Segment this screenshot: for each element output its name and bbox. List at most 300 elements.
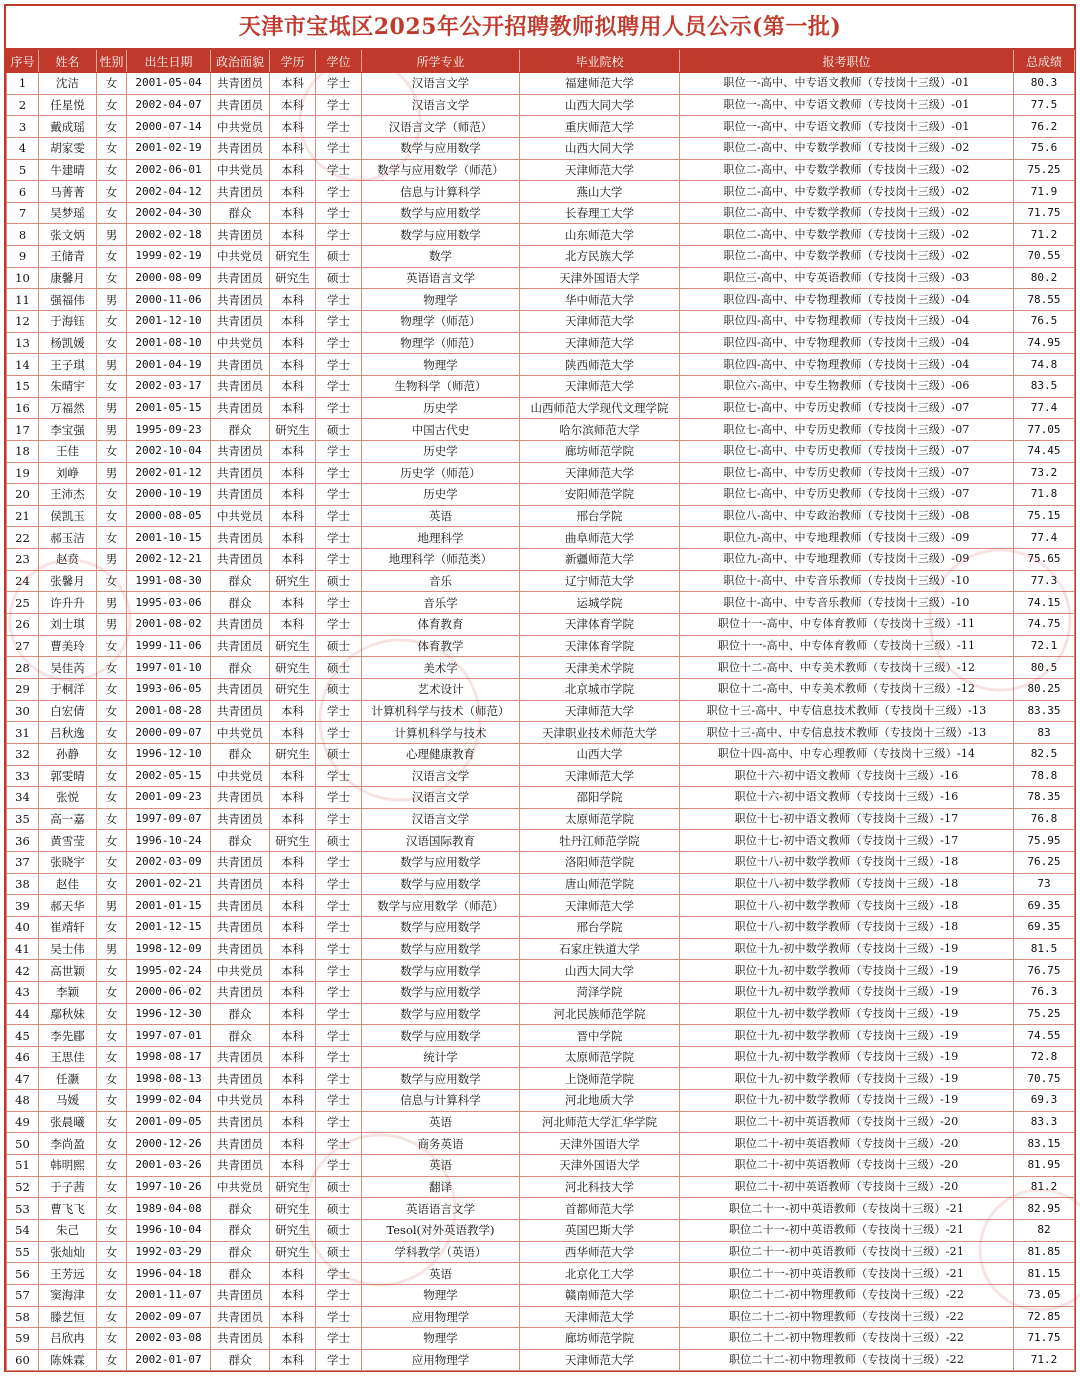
cell-birth: 2001-10-15: [127, 527, 211, 549]
cell-political: 共青团员: [211, 1284, 270, 1306]
cell-major: 数学与应用数学（师范）: [362, 895, 520, 917]
cell-degree: 学士: [316, 137, 362, 159]
cell-pos: 职位二十二-初中物理教师（专技岗十三级）-22: [680, 1349, 1014, 1371]
cell-name: 李尚盈: [39, 1133, 97, 1155]
cell-education: 本科: [270, 1090, 316, 1112]
cell-birth: 2002-04-30: [127, 202, 211, 224]
cell-political: 共青团员: [211, 938, 270, 960]
cell-major: 数学与应用数学: [362, 873, 520, 895]
cell-school: 山西大同大学: [520, 960, 680, 982]
cell-degree: 学士: [316, 722, 362, 744]
table-row: [7, 397, 1075, 419]
cell-political: 共青团员: [211, 181, 270, 203]
cell-political: 共青团员: [211, 375, 270, 397]
cell-name: 郝玉洁: [39, 527, 97, 549]
cell-seq: 36: [7, 830, 39, 852]
cell-school: 天津外国语大学: [520, 1155, 680, 1177]
cell-pos: 职位十九-初中数学教师（专技岗十三级）-19: [680, 981, 1014, 1003]
cell-seq: 17: [7, 419, 39, 441]
cell-education: 本科: [270, 808, 316, 830]
cell-name: 郭雯晴: [39, 765, 97, 787]
cell-name: 孙静: [39, 743, 97, 765]
cell-name: 王沛杰: [39, 484, 97, 506]
cell-political: 群众: [211, 830, 270, 852]
cell-score: 76.25: [1014, 852, 1075, 874]
cell-political: 共青团员: [211, 549, 270, 571]
cell-political: 中共党员: [211, 1090, 270, 1112]
cell-gender: 女: [97, 830, 127, 852]
column-header-score: 总成绩: [1014, 51, 1075, 73]
cell-pos: 职位九-高中、中专地理教师（专技岗十三级）-09: [680, 527, 1014, 549]
cell-degree: 学士: [316, 873, 362, 895]
cell-degree: 学士: [316, 614, 362, 636]
cell-degree: 学士: [316, 895, 362, 917]
cell-political: 群众: [211, 419, 270, 441]
cell-pos: 职位七-高中、中专历史教师（专技岗十三级）-07: [680, 397, 1014, 419]
cell-score: 71.2: [1014, 1349, 1075, 1371]
cell-seq: 54: [7, 1219, 39, 1241]
cell-name: 曹飞飞: [39, 1198, 97, 1220]
cell-birth: 2002-04-12: [127, 181, 211, 203]
cell-name: 朱己: [39, 1219, 97, 1241]
cell-degree: 硕士: [316, 570, 362, 592]
cell-education: 本科: [270, 787, 316, 809]
cell-seq: 7: [7, 202, 39, 224]
cell-political: 共青团员: [211, 354, 270, 376]
cell-political: 中共党员: [211, 1176, 270, 1198]
cell-degree: 学士: [316, 1133, 362, 1155]
cell-school: 天津外国语大学: [520, 1133, 680, 1155]
cell-name: 鄢秋妹: [39, 1003, 97, 1025]
cell-major: 数学与应用数学: [362, 981, 520, 1003]
cell-name: 许升升: [39, 592, 97, 614]
cell-degree: 学士: [316, 1284, 362, 1306]
cell-gender: 女: [97, 852, 127, 874]
cell-seq: 60: [7, 1349, 39, 1371]
cell-degree: 硕士: [316, 1198, 362, 1220]
cell-birth: 2001-05-04: [127, 73, 211, 95]
cell-school: 唐山师范学院: [520, 873, 680, 895]
table-row: [7, 527, 1075, 549]
cell-birth: 1996-12-30: [127, 1003, 211, 1025]
cell-name: 李先郿: [39, 1025, 97, 1047]
cell-political: 共青团员: [211, 1111, 270, 1133]
cell-name: 王佳: [39, 440, 97, 462]
table-row: [7, 1090, 1075, 1112]
cell-education: 本科: [270, 116, 316, 138]
cell-score: 71.75: [1014, 202, 1075, 224]
cell-score: 80.5: [1014, 657, 1075, 679]
cell-seq: 25: [7, 592, 39, 614]
cell-school: 天津师范大学: [520, 765, 680, 787]
cell-education: 本科: [270, 549, 316, 571]
cell-school: 哈尔滨师范大学: [520, 419, 680, 441]
cell-birth: 2000-08-05: [127, 505, 211, 527]
cell-education: 本科: [270, 1284, 316, 1306]
cell-pos: 职位二十一-初中英语教师（专技岗十三级）-21: [680, 1219, 1014, 1241]
cell-score: 74.8: [1014, 354, 1075, 376]
cell-score: 77.3: [1014, 570, 1075, 592]
cell-gender: 女: [97, 137, 127, 159]
cell-seq: 37: [7, 852, 39, 874]
cell-pos: 职位十四-高中、中专心理教师（专技岗十三级）-14: [680, 743, 1014, 765]
cell-degree: 学士: [316, 1349, 362, 1371]
cell-score: 74.55: [1014, 1025, 1075, 1047]
cell-pos: 职位十九-初中数学教师（专技岗十三级）-19: [680, 1025, 1014, 1047]
cell-seq: 48: [7, 1090, 39, 1112]
cell-name: 李颖: [39, 981, 97, 1003]
cell-major: 信息与计算科学: [362, 181, 520, 203]
cell-degree: 学士: [316, 960, 362, 982]
cell-education: 本科: [270, 1046, 316, 1068]
cell-birth: 2001-04-19: [127, 354, 211, 376]
cell-education: 研究生: [270, 743, 316, 765]
cell-gender: 男: [97, 289, 127, 311]
cell-score: 76.5: [1014, 311, 1075, 333]
cell-political: 共青团员: [211, 635, 270, 657]
table-row: [7, 311, 1075, 333]
cell-education: 本科: [270, 354, 316, 376]
cell-seq: 8: [7, 224, 39, 246]
cell-degree: 学士: [316, 505, 362, 527]
cell-school: 山西大同大学: [520, 94, 680, 116]
cell-major: 体育教育: [362, 614, 520, 636]
cell-gender: 女: [97, 202, 127, 224]
cell-seq: 11: [7, 289, 39, 311]
cell-political: 群众: [211, 743, 270, 765]
cell-gender: 女: [97, 116, 127, 138]
cell-major: 物理学: [362, 1328, 520, 1350]
cell-seq: 19: [7, 462, 39, 484]
cell-seq: 1: [7, 73, 39, 95]
cell-education: 本科: [270, 1025, 316, 1047]
cell-birth: 1996-10-04: [127, 1219, 211, 1241]
table-row: [7, 202, 1075, 224]
cell-major: 地理科学（师范类）: [362, 549, 520, 571]
cell-gender: 男: [97, 354, 127, 376]
cell-name: 于海钰: [39, 311, 97, 333]
cell-school: 山东师范大学: [520, 224, 680, 246]
cell-education: 本科: [270, 94, 316, 116]
table-row: [7, 787, 1075, 809]
table-row: [7, 1263, 1075, 1285]
cell-gender: 女: [97, 375, 127, 397]
cell-birth: 1995-09-23: [127, 419, 211, 441]
cell-education: 本科: [270, 1111, 316, 1133]
cell-political: 共青团员: [211, 289, 270, 311]
cell-birth: 2000-08-09: [127, 267, 211, 289]
cell-seq: 34: [7, 787, 39, 809]
cell-gender: 女: [97, 1263, 127, 1285]
cell-name: 朱晴宇: [39, 375, 97, 397]
cell-name: 白宏倩: [39, 700, 97, 722]
table-row: [7, 960, 1075, 982]
cell-education: 本科: [270, 592, 316, 614]
cell-pos: 职位二十一-初中英语教师（专技岗十三级）-21: [680, 1198, 1014, 1220]
cell-seq: 22: [7, 527, 39, 549]
cell-education: 研究生: [270, 1198, 316, 1220]
cell-school: 天津师范大学: [520, 462, 680, 484]
cell-seq: 52: [7, 1176, 39, 1198]
cell-school: 山西大同大学: [520, 137, 680, 159]
cell-school: 福建师范大学: [520, 73, 680, 95]
cell-score: 81.95: [1014, 1155, 1075, 1177]
cell-name: 刘峥: [39, 462, 97, 484]
cell-name: 于桐洋: [39, 678, 97, 700]
cell-degree: 学士: [316, 938, 362, 960]
cell-name: 郝天华: [39, 895, 97, 917]
cell-political: 中共党员: [211, 246, 270, 268]
cell-school: 河北师范大学汇华学院: [520, 1111, 680, 1133]
cell-birth: 1995-03-06: [127, 592, 211, 614]
cell-seq: 42: [7, 960, 39, 982]
cell-school: 邵阳学院: [520, 787, 680, 809]
cell-score: 75.95: [1014, 830, 1075, 852]
column-header-seq: 序号: [7, 51, 39, 73]
cell-education: 本科: [270, 873, 316, 895]
table-row: [7, 592, 1075, 614]
candidates-table: [6, 50, 1075, 1371]
cell-gender: 女: [97, 1155, 127, 1177]
cell-degree: 学士: [316, 224, 362, 246]
cell-birth: 2001-02-21: [127, 873, 211, 895]
cell-degree: 硕士: [316, 678, 362, 700]
cell-major: 物理学: [362, 354, 520, 376]
cell-major: 数学: [362, 246, 520, 268]
cell-seq: 41: [7, 938, 39, 960]
cell-political: 群众: [211, 1003, 270, 1025]
cell-pos: 职位十九-初中数学教师（专技岗十三级）-19: [680, 938, 1014, 960]
cell-major: 物理学: [362, 289, 520, 311]
cell-birth: 2000-09-07: [127, 722, 211, 744]
cell-political: 中共党员: [211, 505, 270, 527]
cell-major: 应用物理学: [362, 1306, 520, 1328]
cell-degree: 学士: [316, 1263, 362, 1285]
cell-birth: 1991-08-30: [127, 570, 211, 592]
cell-seq: 45: [7, 1025, 39, 1047]
cell-score: 69.3: [1014, 1090, 1075, 1112]
cell-major: 历史学: [362, 484, 520, 506]
cell-school: 天津师范大学: [520, 332, 680, 354]
cell-degree: 硕士: [316, 830, 362, 852]
cell-name: 戴成瑶: [39, 116, 97, 138]
table-row: [7, 657, 1075, 679]
cell-pos: 职位八-高中、中专政治教师（专技岗十三级）-08: [680, 505, 1014, 527]
cell-name: 任灏: [39, 1068, 97, 1090]
cell-name: 牛建晴: [39, 159, 97, 181]
cell-name: 窦海津: [39, 1284, 97, 1306]
cell-birth: 2000-10-19: [127, 484, 211, 506]
cell-seq: 44: [7, 1003, 39, 1025]
cell-score: 71.9: [1014, 181, 1075, 203]
cell-birth: 2001-08-28: [127, 700, 211, 722]
cell-education: 研究生: [270, 419, 316, 441]
cell-school: 山西大学: [520, 743, 680, 765]
cell-major: 数学与应用数学: [362, 916, 520, 938]
cell-education: 本科: [270, 981, 316, 1003]
cell-major: 汉语言文学: [362, 94, 520, 116]
cell-score: 72.85: [1014, 1306, 1075, 1328]
table-row: [7, 332, 1075, 354]
cell-score: 78.55: [1014, 289, 1075, 311]
cell-name: 侯凯玉: [39, 505, 97, 527]
cell-degree: 学士: [316, 116, 362, 138]
notice-document: [4, 4, 1076, 1372]
cell-school: 天津体育学院: [520, 635, 680, 657]
cell-education: 研究生: [270, 246, 316, 268]
cell-school: 天津师范大学: [520, 1349, 680, 1371]
cell-gender: 女: [97, 1284, 127, 1306]
cell-score: 71.8: [1014, 484, 1075, 506]
cell-degree: 学士: [316, 397, 362, 419]
cell-birth: 2002-02-18: [127, 224, 211, 246]
cell-education: 研究生: [270, 570, 316, 592]
cell-seq: 14: [7, 354, 39, 376]
cell-gender: 女: [97, 311, 127, 333]
cell-name: 高一嘉: [39, 808, 97, 830]
cell-education: 本科: [270, 700, 316, 722]
cell-gender: 女: [97, 440, 127, 462]
cell-birth: 2002-05-15: [127, 765, 211, 787]
cell-score: 69.35: [1014, 895, 1075, 917]
cell-pos: 职位二十一-初中英语教师（专技岗十三级）-21: [680, 1241, 1014, 1263]
cell-score: 75.25: [1014, 1003, 1075, 1025]
cell-score: 81.2: [1014, 1176, 1075, 1198]
table-row: [7, 852, 1075, 874]
cell-pos: 职位二十-初中英语教师（专技岗十三级）-20: [680, 1111, 1014, 1133]
cell-name: 陈姝霖: [39, 1349, 97, 1371]
cell-school: 新疆师范大学: [520, 549, 680, 571]
table-row: [7, 570, 1075, 592]
column-header-school: 毕业院校: [520, 51, 680, 73]
table-row: [7, 873, 1075, 895]
cell-gender: 女: [97, 981, 127, 1003]
cell-major: 信息与计算科学: [362, 1090, 520, 1112]
cell-pos: 职位七-高中、中专历史教师（专技岗十三级）-07: [680, 462, 1014, 484]
cell-name: 吕欣冉: [39, 1328, 97, 1350]
cell-education: 本科: [270, 332, 316, 354]
cell-political: 共青团员: [211, 224, 270, 246]
cell-pos: 职位七-高中、中专历史教师（专技岗十三级）-07: [680, 440, 1014, 462]
cell-education: 研究生: [270, 678, 316, 700]
cell-major: 美术学: [362, 657, 520, 679]
cell-degree: 学士: [316, 700, 362, 722]
cell-seq: 50: [7, 1133, 39, 1155]
cell-major: 音乐: [362, 570, 520, 592]
cell-pos: 职位十三-高中、中专信息技术教师（专技岗十三级）-13: [680, 722, 1014, 744]
cell-pos: 职位十九-初中数学教师（专技岗十三级）-19: [680, 1003, 1014, 1025]
cell-school: 山西师范大学现代文理学院: [520, 397, 680, 419]
cell-name: 崔靖轩: [39, 916, 97, 938]
cell-gender: 女: [97, 1349, 127, 1371]
cell-degree: 学士: [316, 202, 362, 224]
cell-pos: 职位六-高中、中专生物教师（专技岗十三级）-06: [680, 375, 1014, 397]
table-row: [7, 1111, 1075, 1133]
cell-political: 共青团员: [211, 94, 270, 116]
cell-political: 中共党员: [211, 116, 270, 138]
cell-score: 81.15: [1014, 1263, 1075, 1285]
cell-gender: 女: [97, 267, 127, 289]
cell-major: 数学与应用数学: [362, 1025, 520, 1047]
cell-birth: 1993-06-05: [127, 678, 211, 700]
cell-education: 本科: [270, 1003, 316, 1025]
cell-political: 共青团员: [211, 137, 270, 159]
cell-birth: 2002-01-07: [127, 1349, 211, 1371]
cell-score: 82: [1014, 1219, 1075, 1241]
table-row: [7, 224, 1075, 246]
cell-school: 辽宁师范大学: [520, 570, 680, 592]
cell-education: 本科: [270, 765, 316, 787]
cell-gender: 女: [97, 527, 127, 549]
cell-major: 英语: [362, 1263, 520, 1285]
cell-score: 81.85: [1014, 1241, 1075, 1263]
cell-birth: 1998-08-13: [127, 1068, 211, 1090]
cell-major: 数学与应用数学: [362, 938, 520, 960]
cell-seq: 31: [7, 722, 39, 744]
cell-major: 物理学（师范）: [362, 332, 520, 354]
table-row: [7, 1155, 1075, 1177]
cell-pos: 职位十九-初中数学教师（专技岗十三级）-19: [680, 960, 1014, 982]
cell-name: 强福伟: [39, 289, 97, 311]
cell-school: 长春理工大学: [520, 202, 680, 224]
cell-education: 本科: [270, 137, 316, 159]
cell-score: 78.8: [1014, 765, 1075, 787]
cell-birth: 2002-03-17: [127, 375, 211, 397]
cell-birth: 2002-03-08: [127, 1328, 211, 1350]
cell-seq: 43: [7, 981, 39, 1003]
cell-school: 洛阳师范学院: [520, 852, 680, 874]
cell-score: 80.3: [1014, 73, 1075, 95]
cell-birth: 2002-01-12: [127, 462, 211, 484]
cell-major: 体育教学: [362, 635, 520, 657]
cell-seq: 56: [7, 1263, 39, 1285]
cell-degree: 学士: [316, 549, 362, 571]
cell-birth: 2001-03-26: [127, 1155, 211, 1177]
cell-score: 82.95: [1014, 1198, 1075, 1220]
cell-political: 共青团员: [211, 1306, 270, 1328]
cell-school: 西华师范大学: [520, 1241, 680, 1263]
cell-seq: 3: [7, 116, 39, 138]
table-row: [7, 94, 1075, 116]
cell-education: 本科: [270, 614, 316, 636]
cell-degree: 学士: [316, 1046, 362, 1068]
table-row: [7, 1241, 1075, 1263]
cell-seq: 13: [7, 332, 39, 354]
cell-pos: 职位一-高中、中专语文教师（专技岗十三级）-01: [680, 73, 1014, 95]
cell-degree: 硕士: [316, 246, 362, 268]
column-header-birth: 出生日期: [127, 51, 211, 73]
cell-score: 73: [1014, 873, 1075, 895]
cell-major: 物理学: [362, 1284, 520, 1306]
cell-political: 群众: [211, 592, 270, 614]
cell-education: 本科: [270, 527, 316, 549]
cell-degree: 学士: [316, 1025, 362, 1047]
cell-seq: 30: [7, 700, 39, 722]
cell-birth: 1999-02-04: [127, 1090, 211, 1112]
cell-score: 80.25: [1014, 678, 1075, 700]
cell-pos: 职位二-高中、中专数学教师（专技岗十三级）-02: [680, 137, 1014, 159]
cell-major: 数学与应用数学: [362, 202, 520, 224]
cell-gender: 女: [97, 1068, 127, 1090]
cell-pos: 职位十二-高中、中专美术教师（专技岗十三级）-12: [680, 678, 1014, 700]
cell-pos: 职位四-高中、中专物理教师（专技岗十三级）-04: [680, 289, 1014, 311]
cell-degree: 学士: [316, 1155, 362, 1177]
cell-gender: 女: [97, 1306, 127, 1328]
cell-pos: 职位四-高中、中专物理教师（专技岗十三级）-04: [680, 332, 1014, 354]
cell-school: 天津师范大学: [520, 895, 680, 917]
cell-birth: 1998-12-09: [127, 938, 211, 960]
table-row: [7, 1068, 1075, 1090]
